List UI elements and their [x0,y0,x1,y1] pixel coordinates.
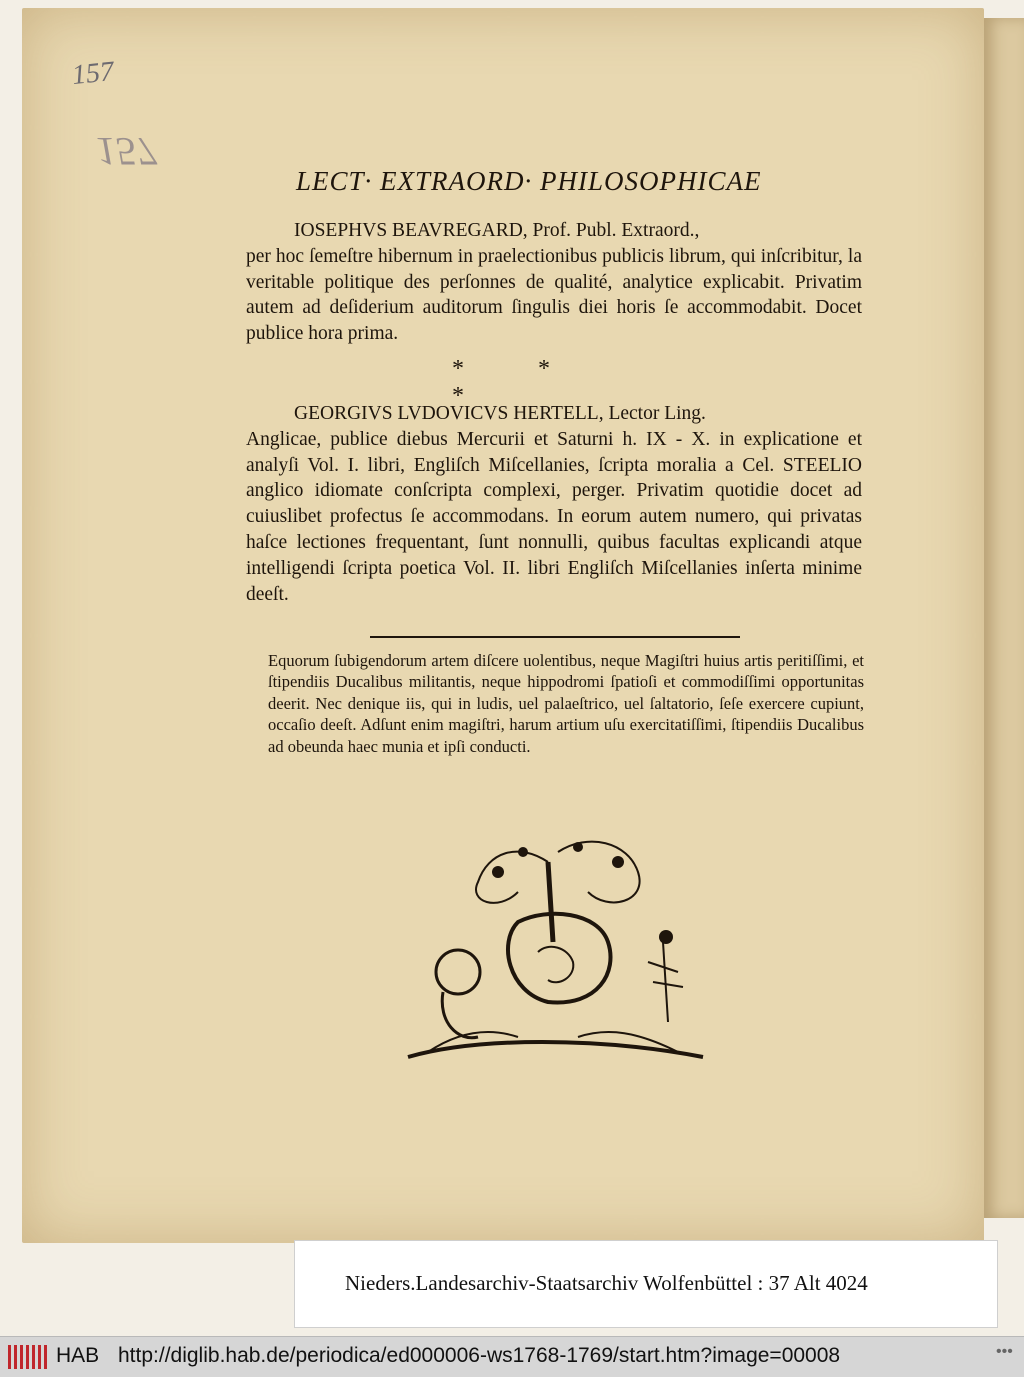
paragraph-first-line: IOSEPHVS BEAVREGARD, Prof. Publ. Extraord., [294,220,700,241]
more-icon[interactable]: ••• [996,1343,1013,1360]
hab-logo-icon [8,1343,52,1371]
woodcut-vignette-image [398,822,710,1072]
library-abbreviation: HAB [56,1344,100,1367]
section-heading: LECT· EXTRAORD· PHILOSOPHICAE [296,166,762,196]
url-footer-bar [0,1336,1024,1377]
archive-caption: Nieders.Landesarchiv-Staatsarchiv Wolfenbüttel : 37 Alt 4024 [345,1271,868,1295]
margin-note-pencil: 157 [70,55,116,92]
section-rule [370,636,740,638]
paragraph-equestrian: Equorum ſubigendorum artem diſcere uolentibus, neque Magiſtri huius artis peritiſſimi, et ſtipendiis Ducalibus militantis, neque hippodromi ſpatioſi et commodiſſimi opportunitas deerit. Nec denique iis, qui in ludis, uel palaeſtrico, uel ſaltatorio, ſeſe exercere cupiunt, occaſio deeſt. Adſunt enim magiſtri, harum artium uſu exercitatiſſimi, ſtipendiis Ducalibus ad obeunda haec munia et ipſi conducti. [268,651,864,756]
margin-note-stamp: 157 [96,129,156,174]
paragraph-body: per hoc ſemeſtre hibernum in praelectionibus publicis librum, qui inſcribitur, la veritable politique des perſonnes de qualité, analytice explicabit. Privatim autem ad deſiderium auditorum ſingulis diei horis ſe accommodabit. Docet publice hora prima. [246,245,862,345]
asterism: * * * [452,356,584,409]
paragraph-first-line: GEORGIVS LVDOVICVS HERTELL, Lector Ling. [294,403,706,424]
paragraph-hertell [246,401,862,607]
permalink-url[interactable]: http://diglib.hab.de/periodica/ed000006-ws1768-1769/start.htm?image=00008 [118,1344,841,1367]
paragraph-body: Anglicae, publice diebus Mercurii et Saturni h. IX - X. in explicatione et analyſi Vol. I. libri, Engliſch Miſcellanies, ſcripta moralia a Cel. STEELIO anglico idiomate conſcripta complexi, perger. Privatim quotidie docet ad cuiuslibet profectus ſe accommodans. In eorum autem numero, qui privatas haſce lectiones frequentant, ſunt nonnulli, quibus facultas explicandi atque intelligendi ſcripta poetica Vol. II. libri Engliſch Miſcellanies inſerta minime deeſt. [246,428,862,605]
paragraph-beauregard [246,218,862,347]
next-page-edge [984,18,1024,1218]
archive-caption-card [294,1240,998,1328]
